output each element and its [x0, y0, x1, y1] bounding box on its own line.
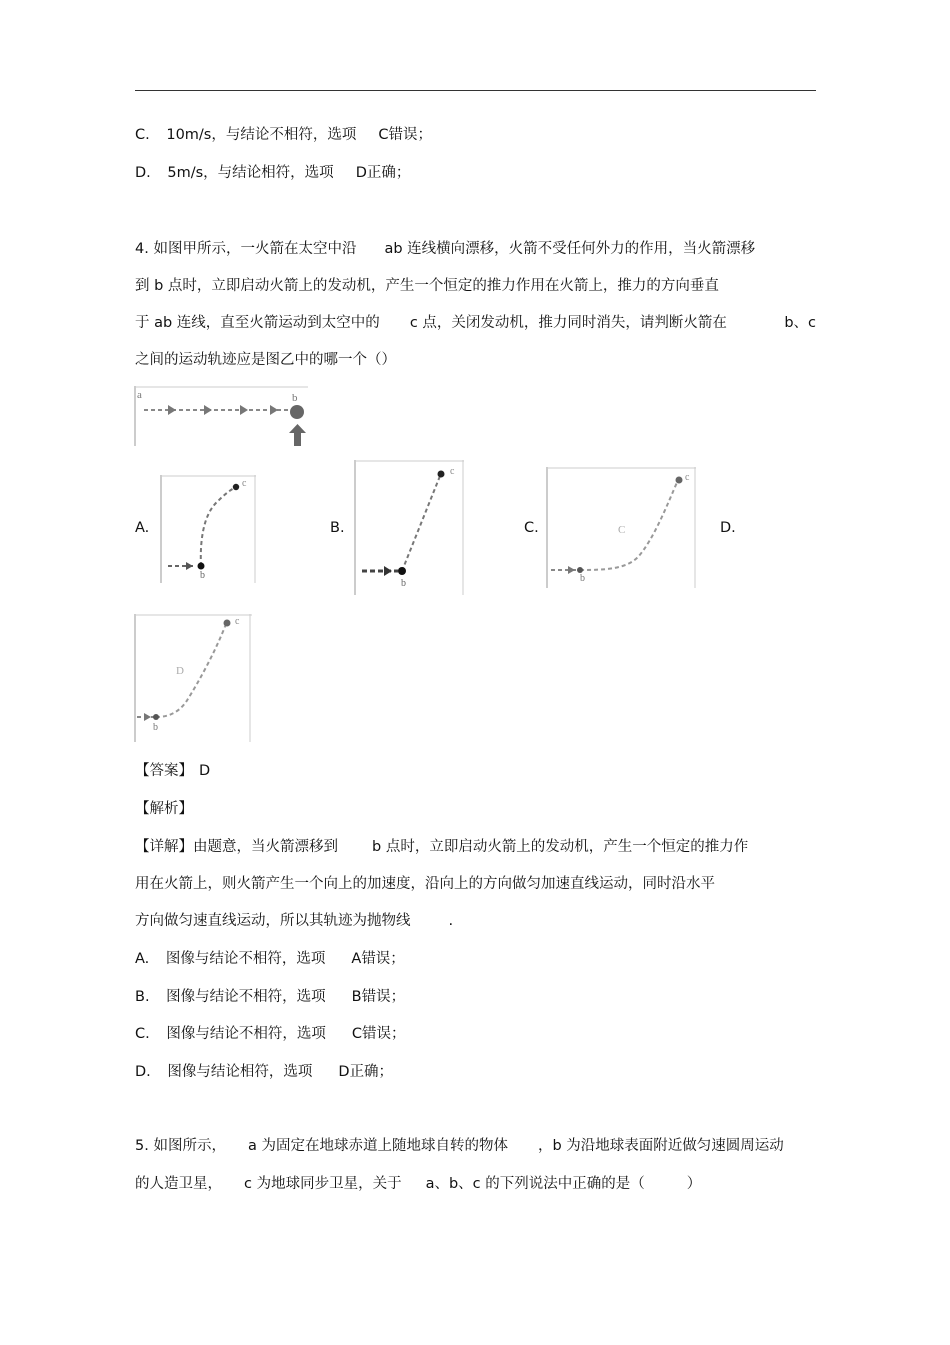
q4-option-d: [135, 1063, 393, 1081]
option-text: 图像与结论不相符，选项: [166, 1026, 326, 1042]
q4-line-4: [135, 351, 396, 369]
q5-line-1: [135, 1137, 784, 1155]
point-b-label: b: [580, 573, 585, 584]
point-a-label: a: [137, 389, 142, 401]
option-letter: C.: [135, 1026, 150, 1042]
option-result: 错误；: [361, 1026, 406, 1042]
figure-option-b-svg: [354, 460, 464, 595]
q5-line-2: [135, 1175, 701, 1193]
option-ref: A: [351, 951, 362, 967]
detail-line-2: [135, 875, 715, 893]
figure-option-d-label: D.: [720, 520, 736, 536]
option-text: 5m/s，与结论相符，选项: [167, 165, 334, 181]
figure-option-b-label: B.: [330, 520, 345, 536]
option-text: 图像与结论相符，选项: [167, 1064, 313, 1080]
point-b-label: b: [200, 570, 205, 581]
q4-line-2: [135, 277, 719, 295]
q5-text: c 为地球同步卫星，关于: [244, 1176, 402, 1192]
analysis-text: 【解析】: [135, 801, 193, 817]
answer-line: [135, 762, 210, 780]
option-letter: A.: [135, 951, 150, 967]
option-ref: D: [338, 1064, 350, 1080]
option-text: 图像与结论不相符，选项: [165, 951, 326, 967]
option-result: 正确；: [349, 1064, 394, 1080]
header-rule: [135, 90, 816, 91]
analysis-label: [135, 800, 193, 818]
figure-option-b: [354, 460, 464, 595]
option-letter: B.: [135, 989, 150, 1005]
point-c-label: c: [450, 466, 455, 477]
figure-option-c: [546, 467, 696, 588]
q5-text: 的人造卫星，: [135, 1176, 222, 1192]
prev-option-d: [135, 164, 410, 182]
point-b-label: b: [292, 392, 298, 404]
q4-line-3: [135, 314, 727, 332]
figure-option-d: [134, 614, 252, 742]
figure-jia-svg: [134, 386, 308, 446]
detail-text: .: [448, 913, 454, 929]
option-letter: D.: [135, 165, 151, 181]
detail-line-3: [135, 912, 453, 930]
q5-text: a 为固定在地球赤道上随地球自转的物体: [247, 1138, 508, 1154]
q4-text: ab 连线横向漂移，火箭不受任何外力的作用，当火箭漂移: [384, 241, 756, 257]
detail-line-1: [135, 838, 748, 856]
detail-text: 方向做匀速直线运动，所以其轨迹为抛物线: [135, 913, 411, 929]
detail-text: b 点时，立即启动火箭上的发动机，产生一个恒定的推力作: [372, 839, 749, 855]
option-text: 10m/s，与结论不相符，选项: [166, 127, 357, 143]
figure-option-a: [160, 475, 256, 583]
figure-option-c-label: C.: [524, 520, 539, 536]
option-letter: C.: [135, 127, 150, 143]
q5-text: a、b、c 的下列说法中正确的是（: [425, 1176, 645, 1192]
q5-text: ）: [686, 1176, 702, 1192]
q4-text: 于 ab 连线，直至火箭运动到太空中的: [135, 315, 380, 331]
q4-text: 到 b 点时，立即启动火箭上的发动机，产生一个恒定的推力作用在火箭上，推力的方向垂直: [135, 278, 719, 294]
figure-jia: [134, 386, 308, 446]
option-result: 错误；: [361, 989, 406, 1005]
q5-text: 5. 如图所示，: [135, 1138, 226, 1154]
q4-text: c 点，关闭发动机，推力同时消失，请判断火箭在: [409, 315, 727, 331]
detail-text: 用在火箭上，则火箭产生一个向上的加速度，沿向上的方向做匀加速直线运动，同时沿水平: [135, 876, 715, 892]
figure-option-a-label: A.: [135, 520, 150, 536]
answer-value: D: [199, 763, 211, 779]
point-b-label: b: [401, 578, 406, 589]
figure-option-c-svg: [546, 467, 696, 588]
option-text: 图像与结论不相符，选项: [166, 989, 326, 1005]
figure-inner-label: D: [176, 665, 184, 677]
q4-line-1: [135, 240, 755, 258]
point-c-label: c: [685, 472, 690, 483]
option-ref: C: [351, 1026, 362, 1042]
option-letter: D.: [135, 1064, 151, 1080]
q4-text: b、c: [784, 315, 816, 331]
point-c-label: c: [242, 478, 247, 489]
q4-option-a: [135, 950, 405, 968]
figure-inner-label: C: [618, 524, 626, 536]
option-result: 错误；: [388, 127, 432, 143]
option-result: 错误；: [361, 951, 405, 967]
q4-line-3-end: [784, 314, 816, 332]
option-ref: B: [351, 989, 362, 1005]
figure-option-a-svg: [160, 475, 256, 583]
q4-option-c: [135, 1025, 405, 1043]
prev-option-c: [135, 126, 432, 144]
option-ref: D: [355, 165, 367, 181]
point-c-label: c: [235, 616, 240, 627]
q4-option-b: [135, 988, 405, 1006]
q4-text: 之间的运动轨迹应是图乙中的哪一个（）: [135, 352, 396, 368]
point-b-label: b: [153, 722, 158, 733]
q5-text: ，b 为沿地球表面附近做匀速圆周运动: [537, 1138, 784, 1154]
answer-label: 【答案】: [135, 763, 193, 779]
figure-option-d-svg: [134, 614, 252, 742]
q4-text: 4. 如图甲所示，一火箭在太空中沿: [135, 241, 357, 257]
option-ref: C: [378, 127, 389, 143]
option-result: 正确；: [366, 165, 411, 181]
detail-text: 【详解】由题意，当火箭漂移到: [135, 839, 338, 855]
